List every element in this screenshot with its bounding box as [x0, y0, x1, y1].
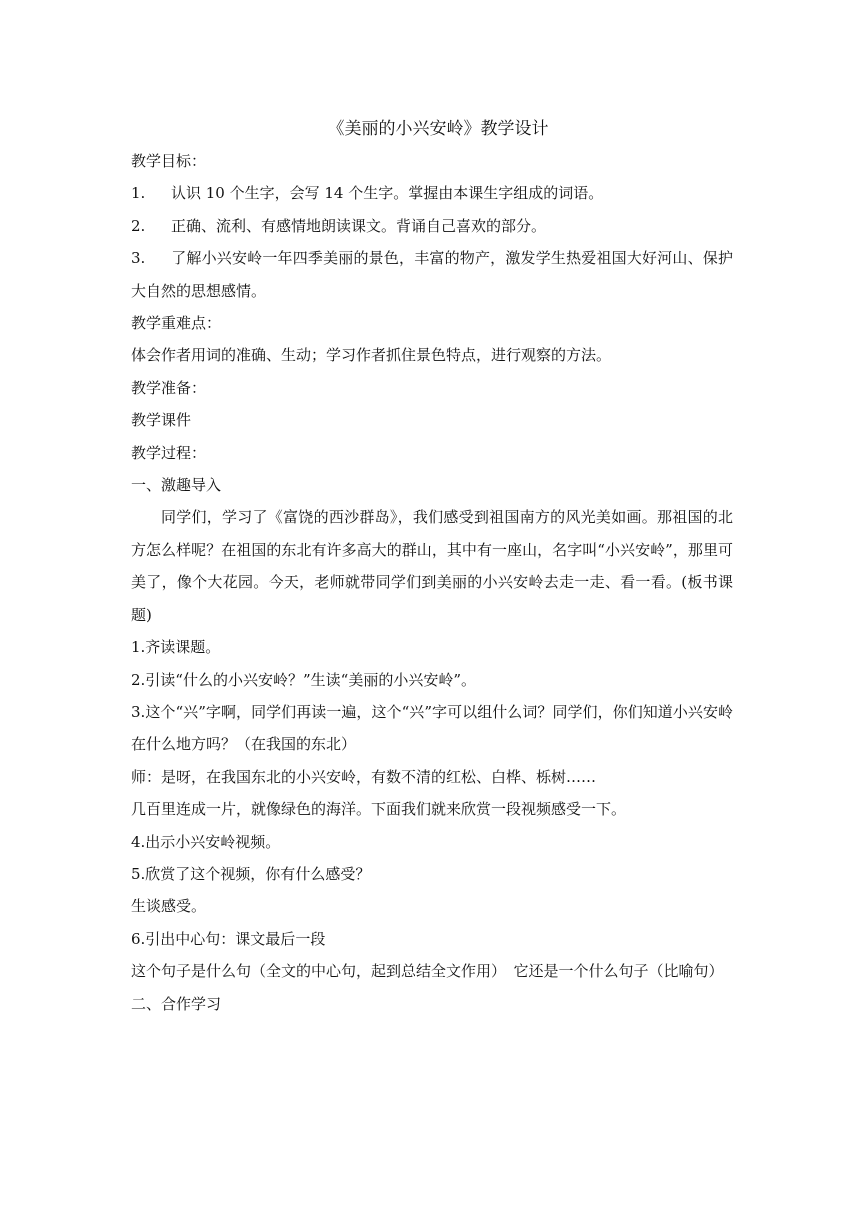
teacher-line: 师：是呀，在我国东北的小兴安岭，有数不清的红松、白桦、栎树…… — [131, 767, 597, 786]
process-heading: 教学过程： — [131, 443, 207, 462]
goal-item-2 — [131, 210, 733, 242]
goal-number: 1. — [131, 184, 146, 203]
student-talk: 生谈感受。 — [131, 897, 207, 916]
section-heading-intro: 一、激趣导入 — [131, 476, 222, 495]
step-6: 6.引出中心句：课文最后一段 — [131, 929, 326, 948]
intro-paragraph: 同学们，学习了《富饶的西沙群岛》，我们感受到祖国南方的风光美如画。那祖国的北方怎么样呢？在祖国的东北有许多高大的群山，其中有一座山，名字叫“小兴安岭”，那里可美了，像个大花园。今天，老师就带同学们到美丽的小兴安岭去走一走、看一看。(板书课题) — [131, 508, 733, 624]
sentence-question: 这个句子是什么句（全文的中心句，起到总结全文作用） 它还是一个什么句子（比喻句） — [131, 962, 724, 981]
document-title: 《美丽的小兴安岭》教学设计 — [327, 119, 549, 139]
goal-text: 正确、流利、有感情地朗读课文。背诵自己喜欢的部分。 — [171, 216, 547, 235]
step-2: 2.引读“什么的小兴安岭？”生读“美丽的小兴安岭”。 — [131, 670, 476, 689]
goal-number: 3. — [131, 249, 146, 268]
step-5: 5.欣赏了这个视频，你有什么感受？ — [131, 864, 371, 883]
goals-heading: 教学目标： — [131, 152, 207, 170]
key-points-heading: 教学重难点： — [131, 314, 222, 333]
document-body — [131, 113, 733, 1020]
goal-text: 了解小兴安岭一年四季美丽的景色，丰富的物产，激发学生热爱祖国大好河山、保护大自然的思想感情。 — [131, 249, 733, 300]
goal-number: 2. — [131, 216, 146, 235]
section-heading-cooperation: 二、合作学习 — [131, 994, 222, 1013]
teacher-line-continued: 几百里连成一片，就像绿色的海洋。下面我们就来欣赏一段视频感受一下。 — [131, 800, 627, 819]
step-1: 1.齐读课题。 — [131, 638, 221, 657]
preparation-heading: 教学准备： — [131, 378, 207, 397]
goal-item-1 — [131, 177, 733, 209]
key-points-text: 体会作者用词的准确、生动；学习作者抓住景色特点，进行观察的方法。 — [131, 346, 612, 365]
preparation-text: 教学课件 — [131, 411, 192, 430]
goal-item-3 — [131, 242, 733, 307]
goal-text: 认识 10 个生字，会写 14 个生字。掌握由本课生字组成的词语。 — [171, 184, 604, 203]
step-4: 4.出示小兴安岭视频。 — [131, 832, 281, 851]
step-3: 3.这个“兴”字啊，同学们再读一遍，这个“兴”字可以组什么词？同学们，你们知道小兴安岭在什么地方吗？（在我国的东北） — [131, 702, 733, 754]
